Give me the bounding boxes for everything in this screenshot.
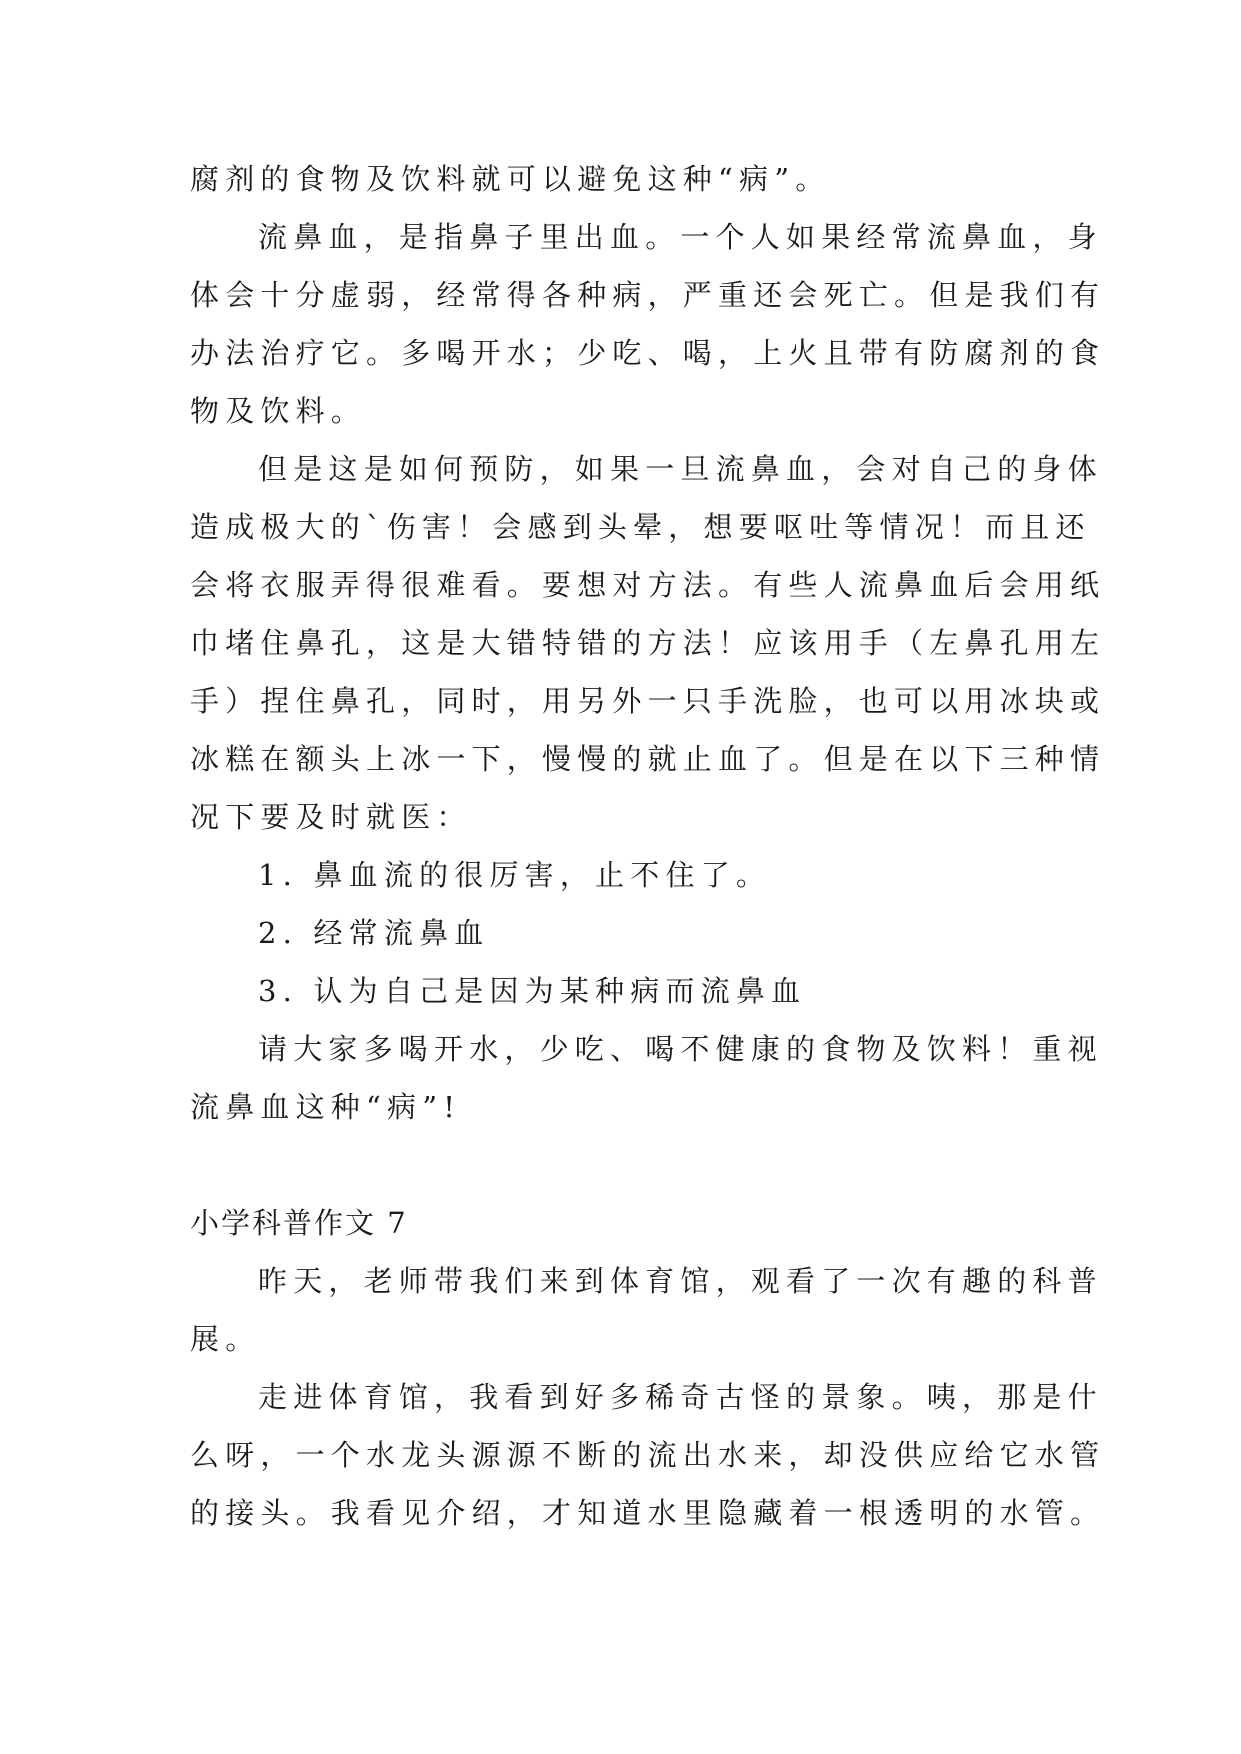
- text-line: 巾堵住鼻孔，这是大错特错的方法！应该用手（左鼻孔用左: [190, 626, 1106, 660]
- paragraph-start: 昨天，老师带我们来到体育馆，观看了一次有趣的科普: [258, 1264, 1103, 1298]
- document-page: [190, 150, 1106, 1542]
- text-line: 的接头。我看见介绍，才知道水里隐藏着一根透明的水管。: [190, 1496, 1106, 1530]
- section-gap: [190, 1136, 1070, 1194]
- paragraph-start: 走进体育馆，我看到好多稀奇古怪的景象。咦，那是什: [258, 1380, 1103, 1414]
- list-item: 3. 认为自己是因为某种病而流鼻血: [258, 974, 807, 1008]
- text-line: 况下要及时就医：: [190, 800, 472, 834]
- text-line: 腐剂的食物及饮料就可以避免这种“病”。: [190, 162, 831, 196]
- text-line: 展。: [190, 1322, 261, 1356]
- text-line: 流鼻血这种“病”!: [190, 1090, 462, 1124]
- text-line: 会将衣服弄得很难看。要想对方法。有些人流鼻血后会用纸: [190, 568, 1106, 602]
- text-line: 手）捏住鼻孔，同时，用另外一只手洗脸，也可以用冰块或: [190, 684, 1106, 718]
- text-line: 么呀，一个水龙头源源不断的流出水来，却没供应给它水管: [190, 1438, 1106, 1472]
- text-line: 冰糕在额头上冰一下，慢慢的就止血了。但是在以下三种情: [190, 742, 1106, 776]
- list-item: 2. 经常流鼻血: [258, 916, 490, 950]
- text-line: 物及饮料。: [190, 394, 367, 428]
- text-line: 造成极大的`伤害！会感到头晕，想要呕吐等情况！而且还: [190, 510, 1091, 544]
- paragraph-start: 请大家多喝开水，少吃、喝不健康的食物及饮料！重视: [258, 1032, 1103, 1066]
- section-heading: 小学科普作文 7: [190, 1206, 408, 1240]
- text-line: 办法治疗它。多喝开水；少吃、喝，上火且带有防腐剂的食: [190, 336, 1106, 370]
- paragraph-start: 流鼻血，是指鼻子里出血。一个人如果经常流鼻血，身: [258, 220, 1103, 254]
- text-line: 体会十分虚弱，经常得各种病，严重还会死亡。但是我们有: [190, 278, 1106, 312]
- list-item: 1. 鼻血流的很厉害，止不住了。: [258, 858, 772, 892]
- paragraph-start: 但是这是如何预防，如果一旦流鼻血，会对自己的身体: [258, 452, 1103, 486]
